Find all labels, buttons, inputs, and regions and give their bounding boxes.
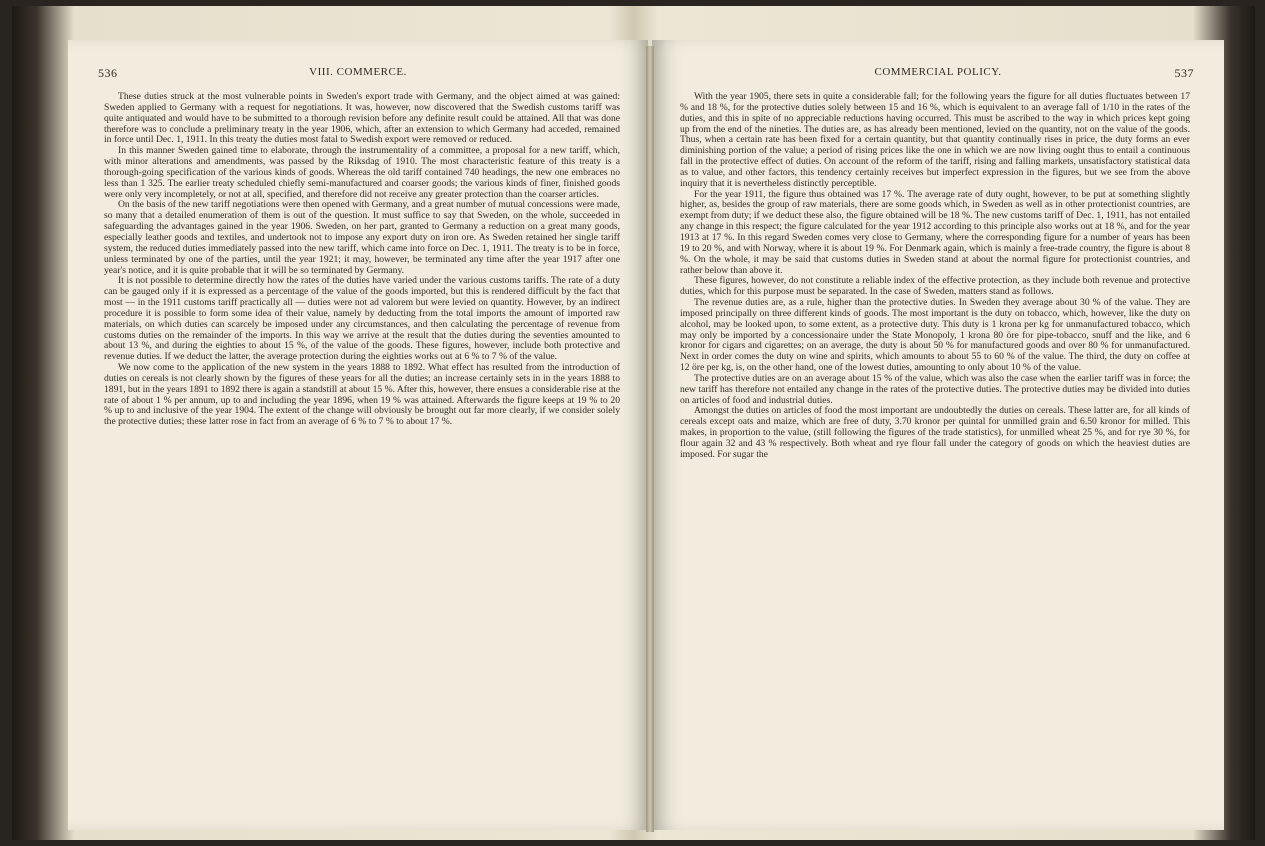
paragraph: The protective duties are on an average about 15 % of the value, which was also the case when the earlier tariff was in force; the new tariff has therefore not entailed any change in the rates of the protective duties. The protective duties may be divided into duties on articles of food and industrial duties. — [680, 372, 1190, 406]
paragraph: We now come to the application of the new system in the years 1888 to 1892. What effect has resulted from the introduction of duties on cereals is not clearly shown by the figures of these years for all the duties; an increase certainly sets in in the years 1888 to 1891, but in the years 1891 to 1892 there is again a standstill at about 15 %. After this, however, there ensues a considerable rise at the rate of about 1 % per annum, up to and including the year 1896, when 19 % was attained. Afterwards the figure keeps at 19 % to 20 % up to and inclusive of the year 1904. The extent of the change will obviously be brought out far more clearly, if we consider solely the protective duties; these latter rose in fact from an average of 6 % to 7 % to about 17 %. — [104, 362, 620, 428]
book-gutter — [646, 46, 654, 832]
paragraph: For the year 1911, the figure thus obtained was 17 %. The average rate of duty ought, however, to be put at something slightly higher, as, besides the group of raw materials, there are some goods which, in Sweden as well as in other protectionist countries, are exempt from duty; if we deduct these also, the figure obtained will be 18 %. The new customs tariff of Dec. 1, 1911, has not entailed any change in this respect; the figure calculated for the year 1912 according to this principle also works out at 18 %, and for the year 1913 at 17 %. In this regard Sweden comes very close to Germany, where the corresponding figure for a number of years has been 19 to 20 %, and with Norway, where it is about 19 %. For Denmark again, which is mainly a free-trade country, the figure is about 8 %. On the whole, it may be said that customs duties in Sweden stand at about the normal figure for protectionist countries, and rather below than above it. — [680, 188, 1190, 276]
right-page-body — [680, 92, 1190, 461]
right-page-number: 537 — [1174, 66, 1194, 80]
left-page-body — [104, 92, 620, 428]
right-running-head: COMMERCIAL POLICY. — [874, 66, 1002, 78]
paragraph: These figures, however, do not constitute a reliable index of the effective protection, as they include both revenue and protective duties, which for this purpose must be separated. In the case of Sweden, matters stand as follows. — [680, 275, 1190, 298]
paragraph: The revenue duties are, as a rule, higher than the protective duties. In Sweden they average about 30 % of the value. They are imposed principally on three different kinds of goods. The most important is the duty on tobacco, which, however, like the duty on alcohol, may be looked upon, to some extent, as a protective duty. This duty is 1 krona per kg for unmanufactured tobacco, which may only be imported by a concessionaire under the State Monopoly, 1 krona 80 öre for pipe-tobacco, snuff and the like, and 6 kronor for cigars and cigarettes; on an average, the duty is about 50 % for manufactured goods and over 80 % for unmanufactured. Next in order comes the duty on wine and spirits, which amounts to about 55 to 60 % of the value. The third, the duty on coffee at 12 öre per kg, is, on the other hand, one of the lowest duties, amounting to only about 10 % of the value. — [680, 297, 1190, 374]
left-page — [68, 40, 648, 830]
paragraph: In this manner Sweden gained time to elaborate, through the instrumentality of a committee, a proposal for a new tariff, which, with minor alterations and amendments, was passed by the Riksdag of 1910. The most characteristic feature of this treaty is a thorough-going specification of the various kinds of goods. Whereas the old tariff contained 740 headings, the new one embraces no less than 1 325. The earlier treaty scheduled chiefly semi-manufactured and coarser goods; the various kinds of finer, finished goods were only very incompletely, or not at all, specified, and therefore did not receive any greater protection than the coarser articles. — [104, 145, 620, 200]
paragraph: With the year 1905, there sets in quite a considerable fall; for the following years the figure for all duties fluctuates between 17 % and 18 %, for the protective duties solely between 15 and 16 %, which is equivalent to an average fall of 1/10 in the rates of the duties, and this in spite of no appreciable reductions having occurred. This must be ascribed to the way in which prices kept going up from the end of the nineties. The duties are, as has already been mentioned, levied on the quantity, not on the value of the goods. Thus, when a certain rate has been fixed for a certain quantity, but that quantity continually rises in price, the duty forms an ever diminishing portion of the value; a period of rising prices like the one in which we are now living ought thus to entail a continuous fall in the protective effect of duties. On account of the reform of the tariff, rising and falling markets, unsatisfactory statistical data as to value, and other factors, this tendency certainly receives but imperfect expression in the figures, but we see from the above inquiry that it is nevertheless distinctly perceptible. — [680, 91, 1190, 189]
left-page-header — [98, 66, 618, 84]
paragraph: On the basis of the new tariff negotiations were then opened with Germany, and a great number of mutual concessions were made, so many that a detailed enumeration of them is out of the question. It must suffice to say that Sweden, on the whole, succeeded in safeguarding the advantages gained in the year 1906. Sweden, on her part, granted to Germany a reduction on a great many goods, especially leather goods and textiles, and undertook not to impose any export duty on iron ore. As Sweden retained her single tariff system, the reduced duties immediately passed into the new tariff, which came into force on Dec. 1, 1911. The treaty is to be in force, unless terminated by one of the parties, until the year 1921; it may, however, be terminated any time after the year 1917 after one year's notice, and it is quite probable that it will be so terminated by Germany. — [104, 199, 620, 276]
right-page — [652, 40, 1224, 830]
left-page-number: 536 — [98, 66, 118, 80]
paragraph: Amongst the duties on articles of food the most important are undoubtedly the duties on cereals. These latter are, for all kinds of cereals except oats and maize, which are free of duty, 3.70 kronor per quintal for unmilled grain and 6.50 kronor for milled. This makes, in proportion to the value, (still following the figures of the trade statistics), for unmilled wheat 25 %, and for rye 30 %, for flour again 32 and 43 % respectively. Both wheat and rye flour fall under the category of goods on which the heaviest duties are imposed. For sugar the — [680, 405, 1190, 460]
right-page-header — [682, 66, 1194, 84]
open-book — [12, 6, 1255, 840]
left-running-head: VIII. COMMERCE. — [309, 66, 407, 78]
paragraph: It is not possible to determine directly how the rates of the duties have varied under the various customs tariffs. The rate of a duty can be gauged only if it is expressed as a percentage of the value of the goods imported, but this is rendered difficult by the fact that most — in the 1911 customs tariff practically all — duties were not ad valorem but were levied on quantity. However, by an indirect procedure it is possible to form some idea of their value, namely by deducting from the total imports the amount of imported raw materials, on which duties can scarcely be imposed under any circumstances, and then calculating the percentage of revenue from customs duties on the remainder of the imports. In this way we arrive at the result that the duties during the seventies amounted to about 13 %, and during the eighties to about 15 %, of the value of the goods. These figures, however, include both protective and revenue duties. If we deduct the latter, the average protection during the eighties works out at 6 % to 7 % of the value. — [104, 275, 620, 363]
paragraph: These duties struck at the most vulnerable points in Sweden's export trade with Germany, and the object aimed at was gained: Sweden applied to Germany with a request for negotiations. It was, however, now discovered that the Swedish customs tariff was quite antiquated and would have to be submitted to a thorough revision before any definite result could be attained. All that was done therefore was to conclude a preliminary treaty in the year 1906, which, after an extension to which Germany had acceded, remained in force until Dec. 1, 1911. In this treaty the duties most fatal to Swedish export were removed or reduced. — [104, 91, 620, 146]
